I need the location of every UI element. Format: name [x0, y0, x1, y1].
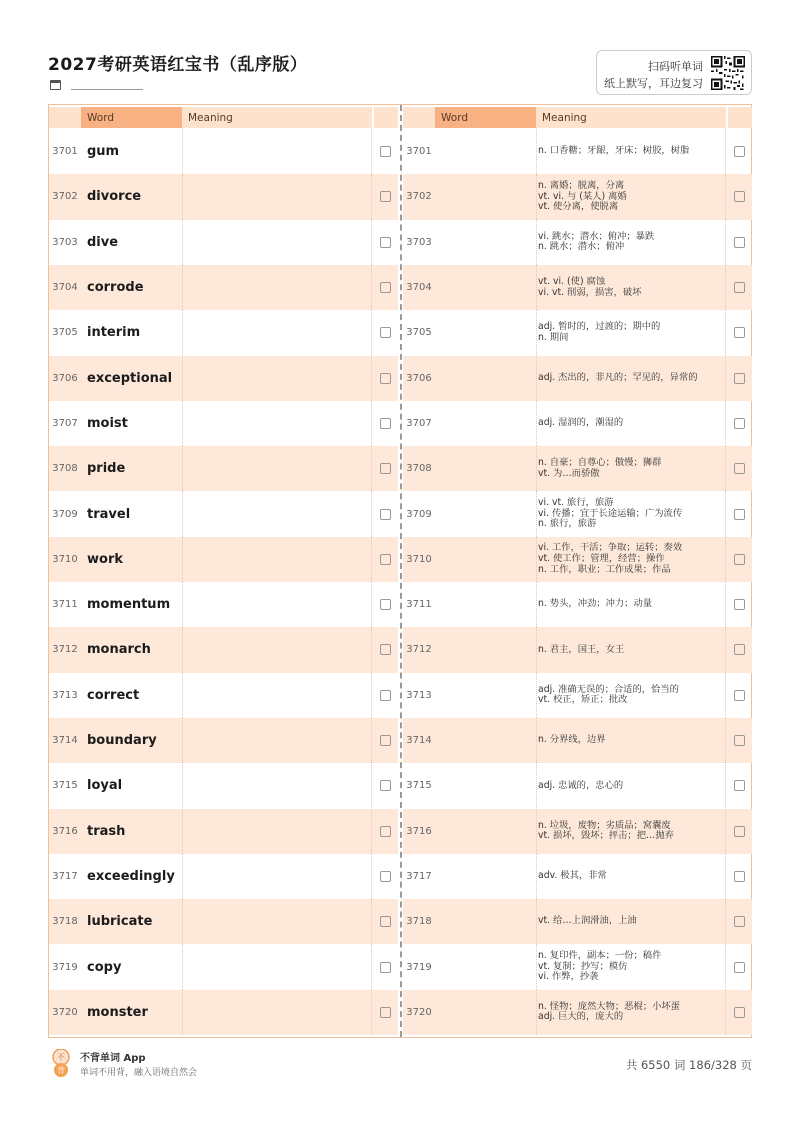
meaning-line: vt. 使分离，使脱离 [538, 201, 619, 213]
word-text: boundary [87, 733, 157, 749]
row-number: 3710 [52, 553, 78, 565]
meaning-text [538, 627, 728, 672]
meaning-cell [182, 129, 372, 174]
row-number: 3711 [406, 599, 432, 611]
meaning-cell [182, 990, 372, 1035]
review-checkbox[interactable] [380, 282, 391, 293]
right-word-row [403, 718, 752, 763]
meaning-line: vi. 工作，干活；争取；运转；奏效 [538, 542, 683, 554]
row-number: 3707 [406, 417, 432, 429]
meaning-line: n. 自豪；自尊心；傲慢；狮群 [538, 457, 662, 469]
meaning-text [538, 220, 728, 265]
word-text: moist [87, 415, 128, 431]
word-text: exceptional [87, 370, 173, 386]
row-number: 3708 [52, 463, 78, 475]
meaning-line: vt. 损坏，毁坏；抨击；把…抛弃 [538, 830, 674, 842]
row-number: 3704 [52, 282, 78, 294]
meaning-line: n. 工作，职业；工作成果；作品 [538, 563, 671, 575]
right-word-row [403, 899, 752, 944]
row-number: 3720 [406, 1006, 432, 1018]
right-word-row [403, 673, 752, 718]
meaning-cell [182, 356, 372, 401]
meaning-cell [182, 174, 372, 219]
row-number: 3715 [52, 780, 78, 792]
meaning-line: adv. 极其，非常 [538, 870, 607, 882]
review-checkbox[interactable] [734, 282, 745, 293]
row-number: 3709 [406, 508, 432, 520]
meaning-text [538, 446, 728, 491]
left-word-row [49, 491, 398, 536]
row-number: 3701 [52, 146, 78, 158]
review-checkbox[interactable] [380, 327, 391, 338]
meaning-text [538, 129, 728, 174]
word-text: corrode [87, 280, 144, 296]
left-header-check [374, 107, 398, 128]
review-checkbox[interactable] [380, 463, 391, 474]
meaning-line: adj. 杰出的，非凡的；罕见的，异常的 [538, 371, 698, 383]
meaning-cell [182, 944, 372, 989]
right-word-row [403, 763, 752, 808]
date-row [50, 80, 143, 90]
meaning-line: vi. 跳水；潜水；俯冲；暴跌 [538, 230, 655, 242]
row-number: 3702 [52, 191, 78, 203]
meaning-line: n. 跳水；潜水；俯冲 [538, 241, 625, 253]
meaning-cell [182, 220, 372, 265]
meaning-line: n. 君主，国王，女王 [538, 643, 625, 655]
left-word-row [49, 356, 398, 401]
row-number: 3719 [406, 961, 432, 973]
date-blank-line [71, 89, 143, 90]
meaning-line: vi. vt. 削弱，损害，破坏 [538, 286, 642, 298]
row-number: 3714 [406, 735, 432, 747]
review-checkbox[interactable] [380, 1007, 391, 1018]
qr-caption-1: 扫码听单词 [648, 60, 703, 73]
meaning-cell [182, 809, 372, 854]
word-text: monster [87, 1004, 148, 1020]
meaning-line: vt. 给…上润滑油，上油 [538, 915, 637, 927]
meaning-line: vt. 校正，矫正；批改 [538, 694, 628, 706]
meaning-line: adj. 湿润的，潮湿的 [538, 417, 624, 429]
meaning-cell [182, 718, 372, 763]
right-word-row [403, 174, 752, 219]
review-checkbox[interactable] [734, 237, 745, 248]
footer-slogan: 单词不用背，融入语境自然会 [80, 1068, 198, 1078]
left-header-meaning: Meaning [182, 107, 372, 128]
review-checkbox[interactable] [734, 690, 745, 701]
row-number: 3703 [52, 236, 78, 248]
meaning-line: vi. 传播；宜于长途运输；广为流传 [538, 507, 683, 519]
meaning-cell [182, 673, 372, 718]
meaning-text [538, 582, 728, 627]
page-title: 2027考研英语红宝书（乱序版） [48, 55, 308, 75]
meaning-cell [182, 854, 372, 899]
review-checkbox[interactable] [734, 373, 745, 384]
meaning-line: vt. 使工作；管理，经营；操作 [538, 553, 665, 565]
left-word-row [49, 129, 398, 174]
qr-card [596, 50, 752, 95]
left-word-row [49, 446, 398, 491]
left-word-row [49, 174, 398, 219]
row-number: 3706 [406, 372, 432, 384]
meaning-cell [182, 446, 372, 491]
left-half [49, 105, 398, 1037]
review-checkbox[interactable] [380, 554, 391, 565]
row-number: 3712 [52, 644, 78, 656]
meaning-cell [182, 899, 372, 944]
word-text: interim [87, 325, 141, 341]
left-header-number [49, 107, 81, 128]
left-word-row [49, 673, 398, 718]
meaning-line: adj. 暂时的，过渡的；期中的 [538, 321, 661, 333]
left-word-row [49, 401, 398, 446]
review-checkbox[interactable] [734, 1007, 745, 1018]
meaning-text [538, 310, 728, 355]
word-text: pride [87, 461, 126, 477]
right-word-row [403, 401, 752, 446]
word-text: lubricate [87, 914, 153, 930]
review-checkbox[interactable] [380, 871, 391, 882]
meaning-text [538, 944, 728, 989]
meaning-line: n. 期间 [538, 331, 569, 343]
word-text: monarch [87, 642, 151, 658]
review-checkbox[interactable] [380, 690, 391, 701]
row-number: 3711 [52, 599, 78, 611]
calendar-icon [50, 80, 61, 90]
left-word-row [49, 627, 398, 672]
row-number: 3717 [406, 870, 432, 882]
meaning-text [538, 990, 728, 1035]
word-text: divorce [87, 189, 142, 205]
meaning-line: n. 垃圾，废物；劣质品；窝囊废 [538, 819, 671, 831]
row-number: 3719 [52, 961, 78, 973]
meaning-cell [182, 763, 372, 808]
left-word-row [49, 220, 398, 265]
review-checkbox[interactable] [734, 780, 745, 791]
review-checkbox[interactable] [734, 146, 745, 157]
qr-caption-2: 纸上默写，耳边复习 [604, 77, 703, 90]
review-checkbox[interactable] [380, 146, 391, 157]
meaning-text [538, 491, 728, 536]
meaning-cell [182, 627, 372, 672]
row-number: 3715 [406, 780, 432, 792]
right-word-row [403, 582, 752, 627]
left-word-row [49, 944, 398, 989]
left-word-row [49, 899, 398, 944]
meaning-text [538, 537, 728, 582]
review-checkbox[interactable] [734, 962, 745, 973]
svg-text:不: 不 [57, 1053, 65, 1062]
meaning-line: adj. 准确无误的；合适的，恰当的 [538, 683, 679, 695]
row-number: 3705 [406, 327, 432, 339]
row-number: 3707 [52, 417, 78, 429]
row-number: 3704 [406, 282, 432, 294]
review-checkbox[interactable] [734, 509, 745, 520]
word-text: momentum [87, 597, 171, 613]
right-header-word: Word [435, 107, 536, 128]
right-word-row [403, 129, 752, 174]
row-number: 3712 [406, 644, 432, 656]
right-word-row [403, 944, 752, 989]
row-number: 3716 [406, 825, 432, 837]
row-number: 3702 [406, 191, 432, 203]
meaning-line: n. 分界线，边界 [538, 734, 606, 746]
right-word-row [403, 491, 752, 536]
row-number: 3706 [52, 372, 78, 384]
review-checkbox[interactable] [734, 554, 745, 565]
row-number: 3705 [52, 327, 78, 339]
review-checkbox[interactable] [734, 463, 745, 474]
word-text: correct [87, 687, 140, 703]
review-checkbox[interactable] [380, 644, 391, 655]
word-text: trash [87, 823, 126, 839]
meaning-cell [182, 582, 372, 627]
review-checkbox[interactable] [734, 826, 745, 837]
row-number: 3708 [406, 463, 432, 475]
right-word-row [403, 310, 752, 355]
row-number: 3718 [406, 916, 432, 928]
meaning-cell [182, 265, 372, 310]
right-header-meaning: Meaning [536, 107, 726, 128]
right-word-row [403, 990, 752, 1035]
row-number: 3717 [52, 870, 78, 882]
app-logo-icon [52, 1049, 70, 1077]
left-word-row [49, 265, 398, 310]
meaning-line: adj. 巨大的，庞大的 [538, 1011, 624, 1023]
meaning-text [538, 899, 728, 944]
review-checkbox[interactable] [380, 418, 391, 429]
review-checkbox[interactable] [380, 509, 391, 520]
review-checkbox[interactable] [380, 373, 391, 384]
row-number: 3714 [52, 735, 78, 747]
meaning-line: n. 离婚；脱离，分离 [538, 180, 625, 192]
meaning-line: n. 口香糖；牙龈，牙床；树胶，树脂 [538, 145, 690, 157]
meaning-line: n. 旅行，旅游 [538, 518, 597, 530]
meaning-line: n. 复印件，副本；一份；稿件 [538, 950, 662, 962]
review-checkbox[interactable] [380, 735, 391, 746]
meaning-cell [182, 401, 372, 446]
left-word-row [49, 537, 398, 582]
meaning-line: vt. vi. 与 (某人) 离婚 [538, 190, 627, 202]
meaning-text [538, 763, 728, 808]
review-checkbox[interactable] [734, 735, 745, 746]
meaning-line: vi. 作弊，抄袭 [538, 971, 599, 983]
meaning-text [538, 356, 728, 401]
review-checkbox[interactable] [734, 191, 745, 202]
left-word-row [49, 990, 398, 1035]
meaning-text [538, 809, 728, 854]
word-text: dive [87, 234, 119, 250]
review-checkbox[interactable] [734, 599, 745, 610]
meaning-text [538, 673, 728, 718]
row-number: 3703 [406, 236, 432, 248]
right-word-row [403, 220, 752, 265]
meaning-line: vi. vt. 旅行，旅游 [538, 497, 614, 509]
right-word-row [403, 446, 752, 491]
row-number: 3701 [406, 146, 432, 158]
meaning-line: vt. vi. (使) 腐蚀 [538, 275, 606, 287]
footer-app-name: 不背单词 App [80, 1053, 146, 1064]
right-header-check [728, 107, 752, 128]
word-text: work [87, 551, 123, 567]
right-header-number [403, 107, 435, 128]
review-checkbox[interactable] [380, 599, 391, 610]
word-text: gum [87, 144, 120, 160]
left-word-row [49, 582, 398, 627]
left-word-row [49, 763, 398, 808]
svg-text:背: 背 [57, 1066, 65, 1075]
review-checkbox[interactable] [734, 418, 745, 429]
row-number: 3709 [52, 508, 78, 520]
row-number: 3716 [52, 825, 78, 837]
right-word-row [403, 356, 752, 401]
word-text: copy [87, 959, 122, 975]
qr-code-icon[interactable] [711, 56, 745, 90]
left-header-word: Word [81, 107, 182, 128]
meaning-line: n. 怪物；庞然大物；恶棍；小坏蛋 [538, 1000, 680, 1012]
word-sheet [48, 104, 752, 1038]
right-word-row [403, 854, 752, 899]
review-checkbox[interactable] [734, 871, 745, 882]
page-count: 共 6550 词 186/328 页 [625, 1058, 752, 1072]
meaning-text [538, 718, 728, 763]
cut-line [400, 105, 402, 1037]
review-checkbox[interactable] [380, 962, 391, 973]
review-checkbox[interactable] [380, 780, 391, 791]
left-word-row [49, 718, 398, 763]
word-text: exceedingly [87, 868, 175, 884]
review-checkbox[interactable] [380, 191, 391, 202]
review-checkbox[interactable] [380, 237, 391, 248]
meaning-text [538, 174, 728, 219]
meaning-line: vt. 为…而骄傲 [538, 467, 600, 479]
right-half [403, 105, 752, 1037]
left-word-row [49, 310, 398, 355]
word-text: loyal [87, 778, 123, 794]
row-number: 3710 [406, 553, 432, 565]
meaning-line: n. 势头，冲劲；冲力；动量 [538, 598, 653, 610]
row-number: 3718 [52, 916, 78, 928]
review-checkbox[interactable] [380, 916, 391, 927]
row-number: 3713 [52, 689, 78, 701]
word-text: travel [87, 506, 131, 522]
review-checkbox[interactable] [734, 327, 745, 338]
right-word-row [403, 627, 752, 672]
row-number: 3720 [52, 1006, 78, 1018]
right-word-row [403, 265, 752, 310]
review-checkbox[interactable] [734, 644, 745, 655]
right-word-row [403, 809, 752, 854]
left-word-row [49, 809, 398, 854]
meaning-line: adj. 忠诚的，忠心的 [538, 779, 624, 791]
review-checkbox[interactable] [380, 826, 391, 837]
row-number: 3713 [406, 689, 432, 701]
meaning-cell [182, 537, 372, 582]
meaning-line: vt. 复制；抄写；模仿 [538, 960, 628, 972]
meaning-cell [182, 310, 372, 355]
meaning-text [538, 401, 728, 446]
left-word-row [49, 854, 398, 899]
right-word-row [403, 537, 752, 582]
review-checkbox[interactable] [734, 916, 745, 927]
meaning-text [538, 265, 728, 310]
meaning-cell [182, 491, 372, 536]
meaning-text [538, 854, 728, 899]
